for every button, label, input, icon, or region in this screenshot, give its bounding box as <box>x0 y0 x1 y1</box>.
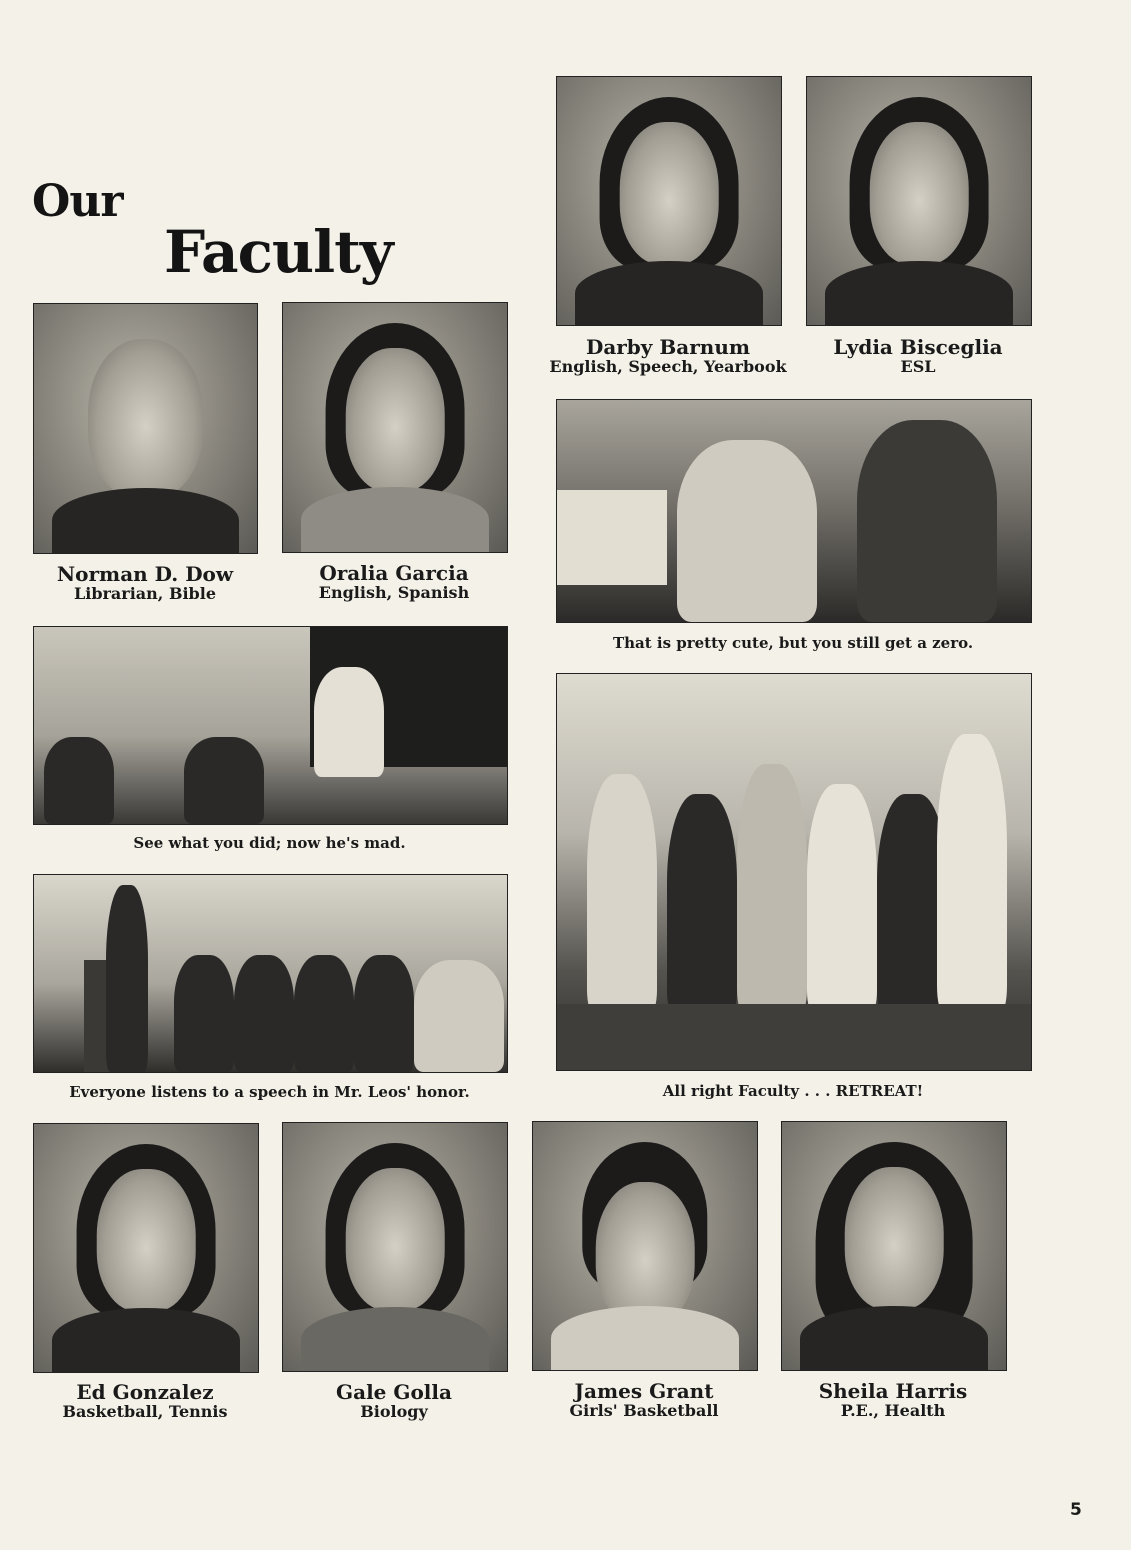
caption-speech: Everyone listens to a speech in Mr. Leos' honor. <box>69 1083 470 1101</box>
portrait-oralia-garcia <box>282 302 508 553</box>
faculty-role: Biology <box>360 1402 428 1421</box>
portrait-lydia-bisceglia <box>806 76 1032 326</box>
faculty-name: Lydia Bisceglia <box>833 335 1003 359</box>
portrait-darby-barnum <box>556 76 782 326</box>
page-title-our: Our <box>32 176 123 227</box>
portrait-gale-golla <box>282 1122 508 1372</box>
faculty-role: P.E., Health <box>840 1401 946 1420</box>
faculty-name: Sheila Harris <box>818 1379 968 1403</box>
caption-oralia-garcia <box>266 562 522 602</box>
photo-faculty-group <box>556 673 1032 1071</box>
portrait-ed-gonzalez <box>33 1123 259 1373</box>
caption-darby-barnum <box>540 336 796 376</box>
portrait-norman-dow <box>33 303 258 554</box>
caption-lydia-bisceglia <box>790 336 1046 376</box>
faculty-role: English, Speech, Yearbook <box>549 357 787 376</box>
faculty-role: English, Spanish <box>318 583 470 602</box>
page-number: 5 <box>1070 1500 1082 1520</box>
faculty-name: Darby Barnum <box>585 335 751 359</box>
faculty-name: James Grant <box>574 1379 714 1403</box>
photo-students-classroom <box>556 399 1032 623</box>
caption-classroom: See what you did; now he's mad. <box>133 834 406 852</box>
caption-retreat: All right Faculty . . . RETREAT! <box>662 1082 924 1100</box>
portrait-sheila-harris <box>781 1121 1007 1371</box>
faculty-name: Ed Gonzalez <box>76 1380 214 1404</box>
caption-cute-zero: That is pretty cute, but you still get a zero. <box>612 634 974 652</box>
faculty-name: Norman D. Dow <box>56 562 234 586</box>
photo-classroom-teacher <box>33 626 508 825</box>
faculty-role: Basketball, Tennis <box>62 1402 228 1421</box>
faculty-role: Girls' Basketball <box>569 1401 719 1420</box>
caption-ed-gonzalez <box>17 1381 273 1421</box>
page-title-faculty: Faculty <box>164 218 393 286</box>
caption-sheila-harris <box>765 1380 1021 1420</box>
caption-gale-golla <box>266 1381 522 1421</box>
faculty-name: Gale Golla <box>336 1380 452 1404</box>
caption-james-grant <box>516 1380 772 1420</box>
faculty-role: ESL <box>900 357 936 376</box>
faculty-role: Librarian, Bible <box>73 584 216 603</box>
faculty-name: Oralia Garcia <box>319 561 469 585</box>
portrait-james-grant <box>532 1121 758 1371</box>
photo-speech-assembly <box>33 874 508 1073</box>
caption-norman-dow <box>17 563 273 603</box>
